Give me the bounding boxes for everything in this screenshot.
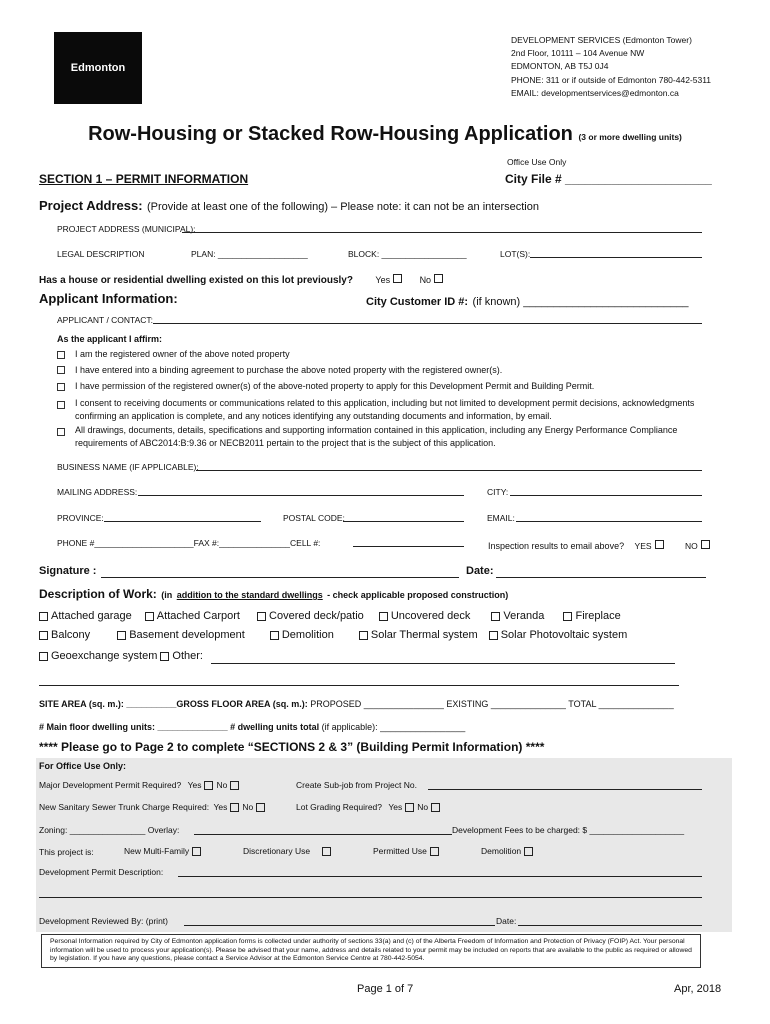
sewer-yes-checkbox[interactable]: [230, 803, 239, 812]
work-row-1: [39, 610, 621, 622]
sewer-row: [39, 802, 268, 812]
applicant-info-label: Applicant Information:: [39, 291, 178, 306]
permitted-checkbox[interactable]: [430, 847, 439, 856]
existed-yes-label: Yes: [375, 275, 391, 285]
affirm-item: I am the registered owner of the above noted property: [57, 348, 717, 362]
inspection-row: [488, 536, 713, 554]
page-title: [0, 123, 770, 146]
subjob-label: Create Sub-job from Project No.: [296, 780, 417, 790]
header-line-1: DEVELOPMENT SERVICES (Edmonton Tower): [511, 35, 692, 45]
work-note-link[interactable]: addition to the standard dwellings: [176, 590, 323, 600]
province-label: PROVINCE:: [57, 513, 104, 523]
work-note-pre: (in: [161, 590, 173, 600]
signature-label: Signature :: [39, 565, 97, 577]
covered-deck-label: Covered deck/patio: [269, 610, 364, 622]
permitted-label: Permitted Use: [373, 846, 427, 856]
project-address-label: Project Address:: [39, 198, 143, 213]
dp-description-label: Development Permit Description:: [39, 867, 164, 877]
affirm-checkbox[interactable]: [57, 351, 65, 359]
work-label: Description of Work:: [39, 587, 157, 601]
reviewed-by-row: [39, 916, 168, 926]
cell-field[interactable]: [353, 546, 464, 547]
major-dp-yes-label: Yes: [187, 780, 202, 790]
balcony-label: Balcony: [51, 629, 91, 641]
sewer-no-checkbox[interactable]: [256, 803, 265, 812]
subjob-field[interactable]: [428, 789, 702, 790]
customer-id-field[interactable]: (if known) ___________________________: [472, 296, 689, 308]
discretionary-checkbox[interactable]: [322, 847, 331, 856]
header-line-5: EMAIL: developmentservices@edmonton.ca: [511, 87, 679, 98]
major-dp-row: [39, 780, 242, 790]
date-label: Date:: [466, 565, 494, 577]
basement-label: Basement development: [129, 629, 245, 641]
legal-description-label: LEGAL DESCRIPTION: [57, 249, 145, 259]
solar-thermal-label: Solar Thermal system: [370, 629, 478, 641]
dwelling-units-row: [39, 722, 465, 732]
multi-family-label: New Multi-Family: [124, 846, 190, 856]
lot-grading-yes-label: Yes: [388, 802, 403, 812]
city-label: CITY:: [487, 487, 509, 497]
customer-id-row: [366, 292, 688, 310]
area-values[interactable]: PROPOSED ________________ EXISTING _______________ TOTAL _______________: [310, 699, 674, 709]
project-address-note: (Provide at least one of the following) – Please note: it can not be an intersection: [147, 201, 539, 213]
inspection-no-label: NO: [685, 541, 698, 551]
uncovered-deck-checkbox[interactable]: [379, 612, 388, 621]
applicant-contact-field[interactable]: [153, 323, 702, 324]
lot-grading-no-label: No: [417, 802, 429, 812]
date-field[interactable]: [496, 577, 706, 578]
demolition-office-row: [481, 846, 536, 856]
title-sub: (3 or more dwelling units): [578, 132, 682, 142]
section-1-heading: SECTION 1 – PERMIT INFORMATION: [39, 172, 249, 186]
sewer-label: New Sanitary Sewer Trunk Charge Required:: [39, 802, 210, 812]
major-dp-label: Major Development Permit Required?: [39, 780, 182, 790]
fireplace-label: Fireplace: [575, 610, 621, 622]
affirm-list: [57, 348, 717, 451]
dev-fees-label[interactable]: Development Fees to be charged: $ ____________________: [452, 825, 685, 835]
multi-family-checkbox[interactable]: [192, 847, 201, 856]
other-checkbox[interactable]: [160, 652, 169, 661]
reviewed-by-label: Development Reviewed By:: [39, 916, 144, 926]
office-use-label: Office Use Only: [507, 157, 567, 167]
demolition-office-checkbox[interactable]: [524, 847, 533, 856]
other-field[interactable]: [211, 663, 675, 664]
signature-field[interactable]: [101, 577, 459, 578]
lot-grading-row: [296, 802, 443, 812]
mailing-address-label: MAILING ADDRESS:: [57, 487, 138, 497]
page-number: Page 1 of 7: [357, 983, 414, 995]
demolition-label: Demolition: [281, 629, 334, 641]
work-heading-row: [39, 585, 508, 603]
logo-text: Edmonton: [70, 62, 126, 74]
municipal-address-label: PROJECT ADDRESS (MUNICIPAL):: [57, 224, 196, 234]
block-field[interactable]: BLOCK: __________________: [348, 249, 467, 259]
business-name-label: BUSINESS NAME (IF APPLICABLE):: [57, 462, 199, 472]
reviewed-date-field[interactable]: [518, 925, 702, 926]
attached-garage-checkbox[interactable]: [39, 612, 48, 621]
affirm-item: I have permission of the registered owner(s) of the above-noted property to apply for this Development Permit and Building Permit.: [57, 380, 717, 394]
inspection-question: Inspection results to email above?: [488, 541, 625, 551]
customer-id-label: City Customer ID #:: [366, 296, 469, 308]
overlay-field[interactable]: [194, 834, 452, 835]
form-date: Apr, 2018: [674, 983, 722, 995]
project-address-row: [39, 197, 539, 215]
zoning-label[interactable]: Zoning: ________________ Overlay:: [39, 825, 180, 835]
work-row-2: [39, 629, 627, 641]
title-main: Row-Housing or Stacked Row-Housing Application: [88, 123, 573, 145]
existed-question: Has a house or residential dwelling existed on this lot previously?: [39, 275, 353, 286]
demolition-checkbox[interactable]: [270, 631, 279, 640]
cell-label: _______________CELL #:: [219, 538, 321, 548]
solar-pv-checkbox[interactable]: [489, 631, 498, 640]
lot-grading-yes-checkbox[interactable]: [405, 803, 414, 812]
permitted-row: [373, 846, 442, 856]
work-row-3: [39, 650, 203, 662]
other-label: Other:: [172, 650, 203, 662]
basement-checkbox[interactable]: [117, 631, 126, 640]
city-field[interactable]: [510, 495, 702, 496]
uncovered-deck-label: Uncovered deck: [390, 610, 471, 622]
affirm-item: All drawings, documents, details, specifications and supporting information contained in this application, including any Energy Performance Compliance requirements of ABC2014:B:9.36 or NECB2011 pertain to the project that is the subject of this application.: [57, 424, 717, 451]
existed-yes-checkbox[interactable]: [393, 274, 402, 283]
area-row: [39, 699, 674, 709]
lots-field[interactable]: [530, 257, 702, 258]
dp-description-field-2[interactable]: [39, 897, 702, 898]
attached-garage-label: Attached garage: [51, 610, 132, 622]
city-file-number[interactable]: City File # ______________________: [505, 172, 712, 186]
major-dp-no-label: No: [216, 780, 228, 790]
inspection-yes-checkbox[interactable]: [655, 540, 664, 549]
sewer-no-label: No: [242, 802, 254, 812]
print-label: (print): [145, 916, 168, 926]
sewer-yes-label: Yes: [213, 802, 228, 812]
page-2-instruction: **** Please go to Page 2 to complete “SECTIONS 2 & 3” (Building Permit Information) ****: [39, 740, 545, 754]
affirm-checkbox[interactable]: [57, 383, 65, 391]
units-if-applicable[interactable]: (if applicable): _________________: [321, 722, 466, 732]
lot-grading-no-checkbox[interactable]: [431, 803, 440, 812]
work-note-post: - check applicable proposed construction): [327, 590, 509, 600]
discretionary-label: Discretionary Use: [243, 846, 311, 856]
phone-fax-label: PHONE #_____________________FAX #:: [57, 538, 220, 548]
phone-fax-field[interactable]: [57, 538, 320, 548]
geoexchange-checkbox[interactable]: [39, 652, 48, 661]
lots-label: LOT(S):: [500, 249, 531, 259]
province-field[interactable]: [104, 521, 261, 522]
attached-carport-label: Attached Carport: [156, 610, 240, 622]
office-use-heading: For Office Use Only:: [39, 761, 127, 771]
existed-no-label: No: [419, 275, 432, 285]
multi-family-row: [124, 846, 204, 856]
applicant-contact-label: APPLICANT / CONTACT:: [57, 315, 154, 325]
existed-row: [39, 270, 446, 288]
solar-pv-label: Solar Photovoltaic system: [500, 629, 628, 641]
balcony-checkbox[interactable]: [39, 631, 48, 640]
geoexchange-label: Geoexchange system: [51, 650, 158, 662]
affirm-checkbox[interactable]: [57, 428, 65, 436]
attached-carport-checkbox[interactable]: [145, 612, 154, 621]
municipal-address-field[interactable]: [182, 232, 702, 233]
email-label: EMAIL:: [487, 513, 515, 523]
affirm-item: I consent to receiving documents or communications related to this application, including but not limited to development permit decisions, acknowledgments confirming an application is complete, and any notices identifying any outstanding documents and information, by email.: [57, 397, 717, 424]
edmonton-logo: [54, 32, 142, 104]
major-dp-no-checkbox[interactable]: [230, 781, 239, 790]
email-field[interactable]: [516, 521, 702, 522]
discretionary-row: [243, 846, 334, 856]
lot-grading-label: Lot Grading Required?: [296, 802, 383, 812]
existed-no-checkbox[interactable]: [434, 274, 443, 283]
main-floor-units-label[interactable]: # Main floor dwelling units: ______________ # dwelling units total: [39, 722, 320, 732]
affirm-checkbox[interactable]: [57, 366, 65, 374]
header-contact: [511, 34, 711, 100]
site-area-label: SITE AREA (sq. m.): __________GROSS FLOOR AREA (sq. m.):: [39, 699, 308, 709]
solar-thermal-checkbox[interactable]: [359, 631, 368, 640]
inspection-no-checkbox[interactable]: [701, 540, 710, 549]
postal-code-label: POSTAL CODE:: [283, 513, 345, 523]
project-is-label: This project is:: [39, 847, 94, 857]
inspection-yes-label: YES: [634, 541, 652, 551]
mailing-address-field[interactable]: [138, 495, 464, 496]
dp-description-field[interactable]: [178, 876, 702, 877]
demolition-office-label: Demolition: [481, 846, 522, 856]
privacy-notice: Personal Information required by City of Edmonton application forms is collected under authority of sections 33(a) and (c) of the Alberta Freedom of Information and Protection of Privacy (FOIP) Act. Your personal information will be used to process your application(s). Please be advised that your name, address and details related to your permit may be included on reports that are available to the public as required or allowed by legislation. If you have any questions, please contact a Service Advisor at the Edmonton Service Centre at 780-442-5054.: [41, 934, 701, 968]
veranda-checkbox[interactable]: [491, 612, 500, 621]
fireplace-checkbox[interactable]: [563, 612, 572, 621]
plan-field[interactable]: PLAN: ___________________: [191, 249, 308, 259]
affirm-checkbox[interactable]: [57, 401, 65, 409]
reviewed-by-field[interactable]: [184, 925, 495, 926]
veranda-label: Veranda: [503, 610, 545, 622]
covered-deck-checkbox[interactable]: [257, 612, 266, 621]
postal-code-field[interactable]: [343, 521, 464, 522]
header-line-2: 2nd Floor, 10111 – 104 Avenue NW: [511, 48, 645, 59]
affirm-item: I have entered into a binding agreement to purchase the above noted property with the registered owner(s).: [57, 364, 717, 378]
major-dp-yes-checkbox[interactable]: [204, 781, 213, 790]
reviewed-date-label: Date:: [496, 916, 517, 926]
other-field-line-2[interactable]: [39, 685, 679, 686]
affirm-heading: As the applicant I affirm:: [57, 334, 163, 344]
business-name-field[interactable]: [196, 470, 702, 471]
header-line-4: PHONE: 311 or if outside of Edmonton 780-442-5311: [511, 74, 712, 85]
header-line-3: EDMONTON, AB T5J 0J4: [511, 61, 609, 72]
